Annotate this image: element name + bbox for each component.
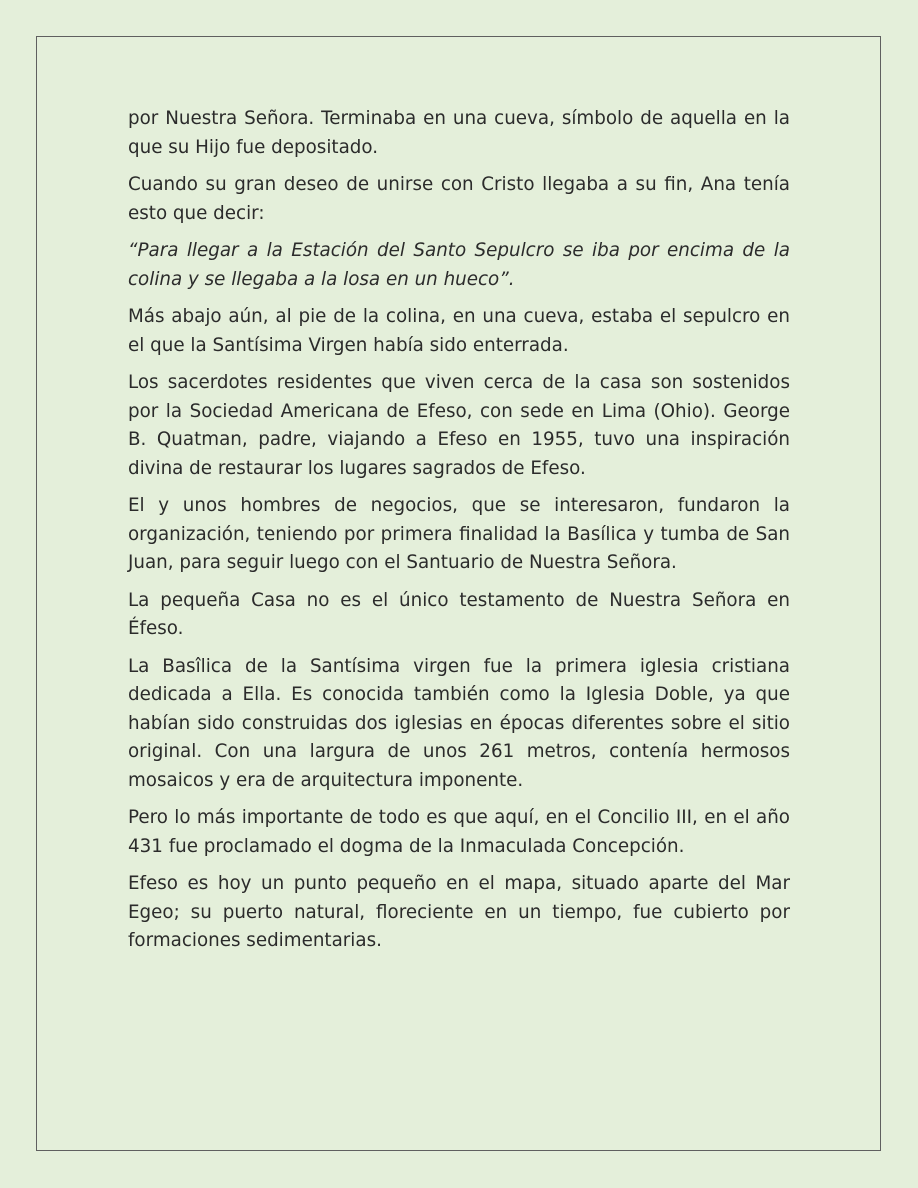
quote-paragraph: “Para llegar a la Estación del Santo Sepulcro se iba por encima de la colina y se llegaba a la losa en un hueco”. bbox=[128, 240, 790, 290]
paragraph-8: La Basîlica de la Santísima virgen fue la primera iglesia cristiana dedicada a Ella. Es conocida también como la Iglesia Doble, ya que habían sido construidas dos iglesias en épocas diferentes sobre el sitio original. Con una largura de unos 261 metros, contenía hermosos mosaicos y era de arquitectura imponente. bbox=[128, 655, 790, 791]
paragraph-2: Cuando su gran deseo de unirse con Cristo llegaba a su fin, Ana tenía esto que decir: bbox=[128, 174, 790, 224]
document-body bbox=[128, 105, 790, 965]
paragraph-5: Los sacerdotes residentes que viven cerca de la casa son sostenidos por la Sociedad Americana de Efeso, con sede en Lima (Ohio). George B. Quatman, padre, viajando a Efeso en 1955, tuvo una inspiración divina de restaurar los lugares sagrados de Efeso. bbox=[128, 372, 790, 479]
paragraph-7: La pequeña Casa no es el único testamento de Nuestra Señora en Éfeso. bbox=[128, 589, 790, 639]
paragraph-10: Efeso es hoy un punto pequeño en el mapa, situado aparte del Mar Egeo; su puerto natural, floreciente en un tiempo, fue cubierto por formaciones sedimentarias. bbox=[128, 873, 790, 951]
paragraph-9: Pero lo más importante de todo es que aquí, en el Concilio III, en el año 431 fue proclamado el dogma de la Inmaculada Concepción. bbox=[128, 807, 790, 857]
paragraph-4: Más abajo aún, al pie de la colina, en una cueva, estaba el sepulcro en el que la Santísima Virgen había sido enterrada. bbox=[128, 306, 790, 356]
paragraph-6: El y unos hombres de negocios, que se interesaron, fundaron la organización, teniendo por primera finalidad la Basílica y tumba de San Juan, para seguir luego con el Santuario de Nuestra Señora. bbox=[128, 495, 790, 573]
paragraph-1: por Nuestra Señora. Terminaba en una cueva, símbolo de aquella en la que su Hijo fue depositado. bbox=[128, 108, 790, 158]
